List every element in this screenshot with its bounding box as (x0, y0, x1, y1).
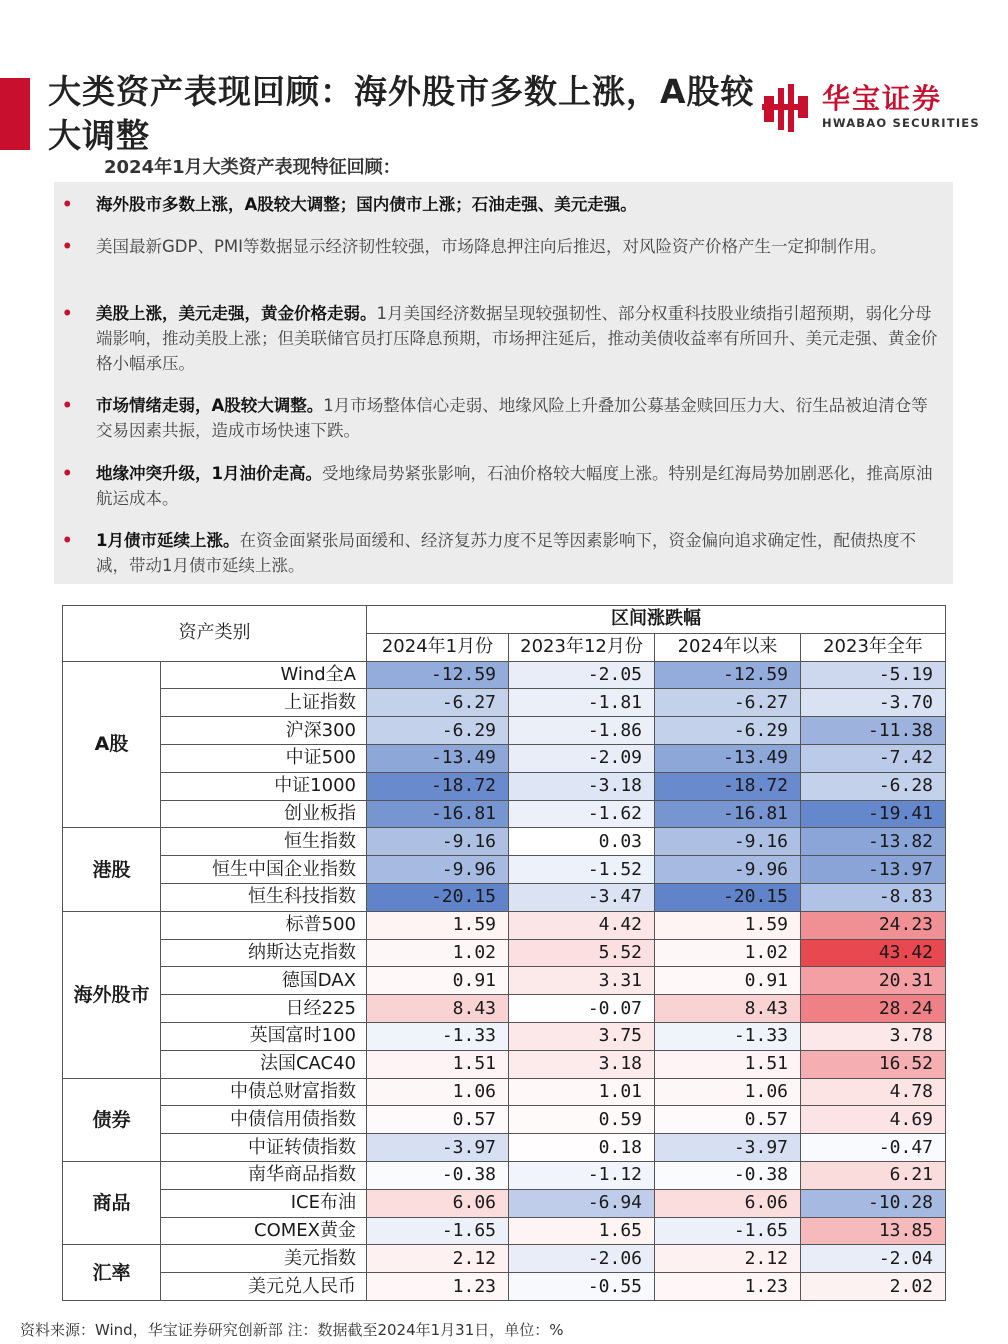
asset-name: Wind全A (161, 661, 367, 689)
asset-performance-table (62, 605, 946, 1301)
table-row (63, 800, 946, 828)
return-value-cell: 1.59 (655, 911, 801, 939)
page-title: 大类资产表现回顾：海外股市多数上涨，A股较大调整 (48, 72, 755, 155)
return-value-cell: -1.81 (509, 689, 655, 717)
summary-bullet (62, 192, 942, 217)
table-row (63, 883, 946, 911)
bullet-text: 1月美国经济数据呈现较强韧性、部分权重科技股业绩指引超预期，弱化分母端影响，推动美股上涨；但美联储官员打压降息预期，市场押注延后，推动美债收益率有所回升、美元走强、黄金价格小幅承压。 (96, 304, 938, 373)
bullet-dot-icon: • (62, 237, 73, 256)
return-value-cell: 13.85 (801, 1217, 946, 1245)
return-value-cell: -3.70 (801, 689, 946, 717)
bullet-dot-icon: • (62, 531, 73, 550)
source-footnote: 资料来源：Wind，华宝证券研究创新部 注：数据截至2024年1月31日，单位：% (20, 1321, 564, 1339)
table-row (63, 856, 946, 884)
return-value-cell: 1.01 (509, 1078, 655, 1106)
table-row (63, 661, 946, 689)
bullet-dot-icon: • (62, 304, 73, 323)
bullet-text: 受地缘局势紧张影响，石油价格较大幅度上涨。特别是红海局势加剧恶化，推高原油航运成本。 (96, 464, 933, 508)
asset-group-label: 商品 (63, 1161, 161, 1244)
table-row (63, 1134, 946, 1162)
return-value-cell: 1.65 (509, 1217, 655, 1245)
return-value-cell: 2.12 (367, 1245, 509, 1273)
return-value-cell: 8.43 (367, 995, 509, 1023)
return-value-cell: 1.06 (367, 1078, 509, 1106)
return-value-cell: 1.06 (655, 1078, 801, 1106)
header-asset-category: 资产类别 (63, 606, 367, 662)
return-value-cell: -0.38 (655, 1161, 801, 1189)
asset-group-label: A股 (63, 661, 161, 828)
title-accent-bar (0, 78, 30, 150)
table-row (63, 995, 946, 1023)
asset-name: 创业板指 (161, 800, 367, 828)
return-value-cell: -1.52 (509, 856, 655, 884)
table-row (63, 828, 946, 856)
asset-name: 美元兑人民币 (161, 1273, 367, 1301)
return-value-cell: -20.15 (655, 883, 801, 911)
return-value-cell: -1.65 (655, 1217, 801, 1245)
return-value-cell: 1.59 (367, 911, 509, 939)
bullet-dot-icon: • (62, 396, 73, 415)
logo-english-name: HWABAO SECURITIES (822, 116, 980, 130)
return-value-cell: -3.18 (509, 772, 655, 800)
asset-name: 标普500 (161, 911, 367, 939)
return-value-cell: 3.18 (509, 1050, 655, 1078)
company-logo (762, 82, 992, 138)
return-value-cell: -2.05 (509, 661, 655, 689)
header-period: 2024年1月份 (367, 633, 509, 661)
return-value-cell: -2.04 (801, 1245, 946, 1273)
return-value-cell: -0.55 (509, 1273, 655, 1301)
asset-group-label: 债券 (63, 1078, 161, 1161)
return-value-cell: 6.06 (367, 1189, 509, 1217)
table-row (63, 1245, 946, 1273)
asset-group-label: 海外股市 (63, 911, 161, 1078)
return-value-cell: -13.49 (367, 744, 509, 772)
return-value-cell: 1.51 (655, 1050, 801, 1078)
return-value-cell: 1.51 (367, 1050, 509, 1078)
return-value-cell: -20.15 (367, 883, 509, 911)
return-value-cell: 2.02 (801, 1273, 946, 1301)
return-value-cell: -2.06 (509, 1245, 655, 1273)
return-value-cell: -9.16 (367, 828, 509, 856)
asset-name: 中债信用债指数 (161, 1106, 367, 1134)
return-value-cell: -3.97 (367, 1134, 509, 1162)
return-value-cell: -13.49 (655, 744, 801, 772)
summary-bullet (62, 528, 942, 578)
return-value-cell: -0.38 (367, 1161, 509, 1189)
return-value-cell: 3.75 (509, 1022, 655, 1050)
table-row (63, 1078, 946, 1106)
return-value-cell: -13.97 (801, 856, 946, 884)
return-value-cell: -7.42 (801, 744, 946, 772)
bullet-dot-icon: • (62, 195, 73, 214)
return-value-cell: 5.52 (509, 939, 655, 967)
header-period: 2023年12月份 (509, 633, 655, 661)
return-value-cell: -9.16 (655, 828, 801, 856)
table-row (63, 689, 946, 717)
return-value-cell: 4.78 (801, 1078, 946, 1106)
return-value-cell: 3.78 (801, 1022, 946, 1050)
table-row (63, 1273, 946, 1301)
return-value-cell: -0.47 (801, 1134, 946, 1162)
return-value-cell: 24.23 (801, 911, 946, 939)
return-value-cell: 0.57 (367, 1106, 509, 1134)
logo-chinese-name: 华宝证券 (822, 82, 943, 115)
bullet-lead: 海外股市多数上涨，A股较大调整；国内债市上涨；石油走强、美元走强。 (96, 195, 637, 214)
return-value-cell: 20.31 (801, 967, 946, 995)
bullet-lead: 1月债市延续上涨。 (96, 531, 240, 550)
return-value-cell: 0.18 (509, 1134, 655, 1162)
header-range-change: 区间涨跌幅 (367, 606, 946, 634)
return-value-cell: 43.42 (801, 939, 946, 967)
return-value-cell: -6.29 (655, 717, 801, 745)
return-value-cell: 1.02 (367, 939, 509, 967)
return-value-cell: -12.59 (655, 661, 801, 689)
asset-name: ICE布油 (161, 1189, 367, 1217)
return-value-cell: -19.41 (801, 800, 946, 828)
asset-name: 中证1000 (161, 772, 367, 800)
table-row (63, 1022, 946, 1050)
asset-name: COMEX黄金 (161, 1217, 367, 1245)
bullet-dot-icon: • (62, 464, 73, 483)
return-value-cell: 28.24 (801, 995, 946, 1023)
return-value-cell: -1.65 (367, 1217, 509, 1245)
asset-name: 恒生指数 (161, 828, 367, 856)
asset-name: 美元指数 (161, 1245, 367, 1273)
return-value-cell: -11.38 (801, 717, 946, 745)
asset-name: 沪深300 (161, 717, 367, 745)
bullet-text: 1月市场整体信心走弱、地缘风险上升叠加公募基金赎回压力大、衍生品被迫清仓等交易因素共振，造成市场快速下跌。 (96, 396, 928, 440)
summary-bullet (62, 234, 942, 259)
return-value-cell: -18.72 (367, 772, 509, 800)
asset-name: 恒生科技指数 (161, 883, 367, 911)
summary-bullet (62, 301, 942, 376)
header-period: 2024年以来 (655, 633, 801, 661)
return-value-cell: -5.19 (801, 661, 946, 689)
asset-name: 中证500 (161, 744, 367, 772)
return-value-cell: -2.09 (509, 744, 655, 772)
bullet-text: 美国最新GDP、PMI等数据显示经济韧性较强，市场降息押注向后推迟，对风险资产价格产生一定抑制作用。 (96, 237, 887, 256)
return-value-cell: -0.07 (509, 995, 655, 1023)
return-value-cell: 0.91 (367, 967, 509, 995)
return-value-cell: 0.03 (509, 828, 655, 856)
return-value-cell: 4.69 (801, 1106, 946, 1134)
return-value-cell: 4.42 (509, 911, 655, 939)
return-value-cell: -3.97 (655, 1134, 801, 1162)
return-value-cell: -6.27 (367, 689, 509, 717)
asset-name: 日经225 (161, 995, 367, 1023)
asset-name: 英国富时100 (161, 1022, 367, 1050)
bullet-lead: 美股上涨，美元走强，黄金价格走弱。 (96, 304, 377, 323)
table-row (63, 772, 946, 800)
asset-name: 上证指数 (161, 689, 367, 717)
return-value-cell: -6.27 (655, 689, 801, 717)
table-row (63, 1050, 946, 1078)
asset-name: 法国CAC40 (161, 1050, 367, 1078)
asset-group-label: 汇率 (63, 1245, 161, 1301)
return-value-cell: -12.59 (367, 661, 509, 689)
asset-name: 中债总财富指数 (161, 1078, 367, 1106)
return-value-cell: 0.91 (655, 967, 801, 995)
asset-group-label: 港股 (63, 828, 161, 911)
asset-name: 南华商品指数 (161, 1161, 367, 1189)
asset-name: 纳斯达克指数 (161, 939, 367, 967)
return-value-cell: -1.33 (367, 1022, 509, 1050)
return-value-cell: -9.96 (367, 856, 509, 884)
bullet-lead: 市场情绪走弱，A股较大调整。 (96, 396, 324, 415)
return-value-cell: 8.43 (655, 995, 801, 1023)
table-row (63, 744, 946, 772)
return-value-cell: 6.06 (655, 1189, 801, 1217)
return-value-cell: -1.86 (509, 717, 655, 745)
return-value-cell: -16.81 (655, 800, 801, 828)
return-value-cell: -13.82 (801, 828, 946, 856)
return-value-cell: -16.81 (367, 800, 509, 828)
table-row (63, 967, 946, 995)
table-row (63, 939, 946, 967)
table-row (63, 911, 946, 939)
hwabao-logo-icon (762, 82, 814, 134)
return-value-cell: -8.83 (801, 883, 946, 911)
return-value-cell: -9.96 (655, 856, 801, 884)
return-value-cell: -6.94 (509, 1189, 655, 1217)
return-value-cell: -1.33 (655, 1022, 801, 1050)
return-value-cell: -1.12 (509, 1161, 655, 1189)
return-value-cell: -3.47 (509, 883, 655, 911)
return-value-cell: -10.28 (801, 1189, 946, 1217)
table-row (63, 1217, 946, 1245)
return-value-cell: -6.28 (801, 772, 946, 800)
summary-panel (54, 182, 953, 584)
asset-name: 中证转债指数 (161, 1134, 367, 1162)
return-value-cell: -1.62 (509, 800, 655, 828)
table-row (63, 717, 946, 745)
asset-name: 恒生中国企业指数 (161, 856, 367, 884)
return-value-cell: 1.23 (367, 1273, 509, 1301)
table-row (63, 1106, 946, 1134)
return-value-cell: 6.21 (801, 1161, 946, 1189)
header-period: 2023年全年 (801, 633, 946, 661)
table-row (63, 1189, 946, 1217)
return-value-cell: 16.52 (801, 1050, 946, 1078)
table-row (63, 1161, 946, 1189)
section-subtitle: 2024年1月大类资产表现特征回顾： (104, 157, 401, 178)
bullet-text: 在资金面紧张局面缓和、经济复苏力度不足等因素影响下，资金偏向追求确定性，配债热度不减，带动1月债市延续上涨。 (96, 531, 916, 575)
return-value-cell: 0.57 (655, 1106, 801, 1134)
bullet-lead: 地缘冲突升级，1月油价走高。 (96, 464, 322, 483)
summary-bullet (62, 461, 942, 511)
summary-bullet (62, 393, 942, 443)
return-value-cell: 2.12 (655, 1245, 801, 1273)
return-value-cell: 1.02 (655, 939, 801, 967)
return-value-cell: -18.72 (655, 772, 801, 800)
asset-name: 德国DAX (161, 967, 367, 995)
return-value-cell: 3.31 (509, 967, 655, 995)
return-value-cell: -6.29 (367, 717, 509, 745)
return-value-cell: 0.59 (509, 1106, 655, 1134)
return-value-cell: 1.23 (655, 1273, 801, 1301)
